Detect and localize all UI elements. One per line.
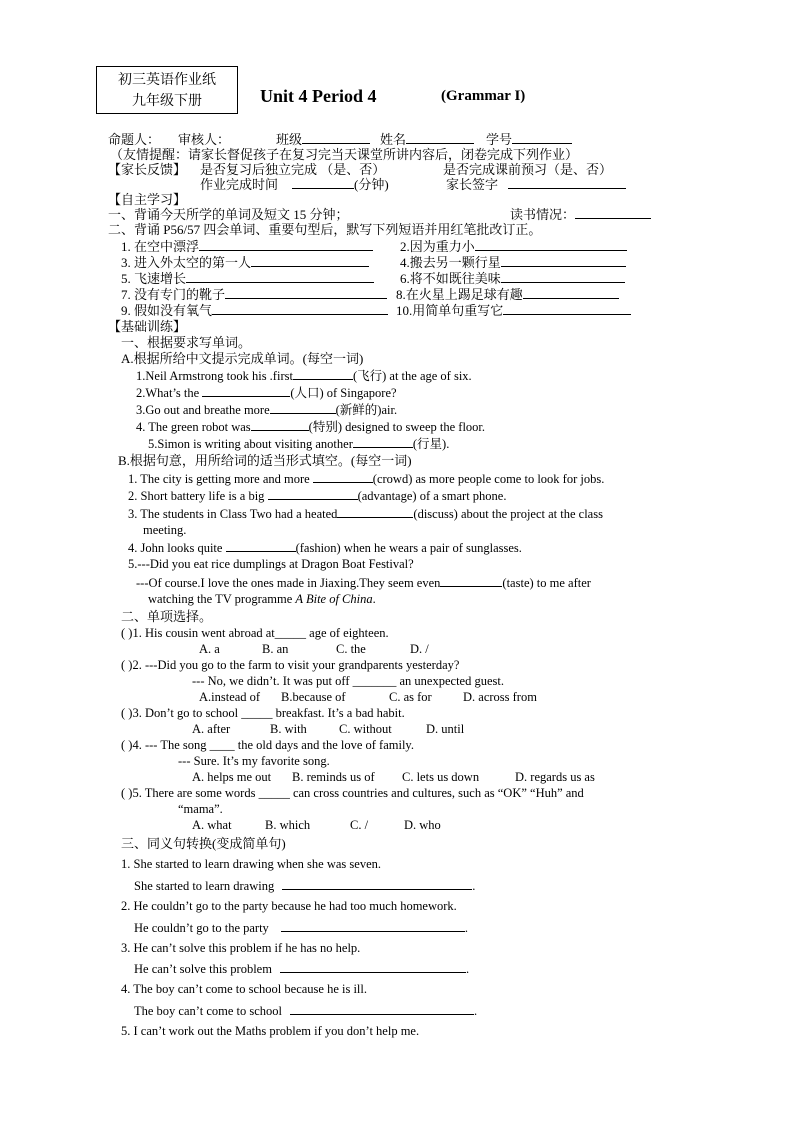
partB-heading: B.根据句意，用所给词的适当形式填空。(每空一词) bbox=[118, 453, 412, 468]
rewrite-answer-1[interactable]: She started to learn drawing . bbox=[134, 879, 476, 893]
phrase-7[interactable]: 7. 没有专门的靴子 bbox=[121, 286, 387, 303]
feedback-question-1: 是否复习后独立完成 （是、否） bbox=[200, 162, 386, 177]
mc-q5-option-c[interactable]: C. / bbox=[350, 818, 369, 832]
phrase-2[interactable]: 2.因为重力小 bbox=[400, 238, 627, 255]
mc-question-3: ( )3. Don’t go to school _____ breakfast. It’s a bad habit. bbox=[121, 706, 405, 720]
mc-q4-option-c[interactable]: C. lets us down bbox=[402, 770, 480, 784]
rewrite-answer-4[interactable]: The boy can’t come to school . bbox=[134, 1004, 478, 1018]
rewrite-answer-2[interactable]: He couldn’t go to the party . bbox=[134, 921, 468, 935]
mc-question-4-b: --- Sure. It’s my favorite song. bbox=[178, 754, 330, 768]
name-field[interactable]: 姓名 bbox=[380, 131, 474, 148]
b-item-3-cont: meeting. bbox=[143, 523, 187, 537]
time-field[interactable]: 作业完成时间 (分钟) bbox=[200, 177, 389, 192]
rewrite-question-4: 4. The boy can’t come to school because he is ill. bbox=[121, 982, 368, 996]
phrase-5[interactable]: 5. 飞速增长 bbox=[121, 270, 374, 287]
mc-q3-option-a[interactable]: A. after bbox=[192, 722, 231, 736]
mc-q2-option-b[interactable]: B.because of bbox=[281, 690, 346, 704]
b-item-5-cont: watching the TV programme A Bite of China. bbox=[148, 592, 376, 606]
reviewer-label: 审核人： bbox=[178, 132, 231, 147]
mc-q4-option-a[interactable]: A. helps me out bbox=[192, 770, 272, 784]
a-item-3[interactable]: 3.Go out and breathe more (新鲜的)air. bbox=[136, 403, 398, 417]
feedback-question-2: 是否完成课前预习（是、否） bbox=[443, 162, 613, 177]
mc-q4-option-b[interactable]: B. reminds us of bbox=[292, 770, 375, 784]
rewrite-answer-3[interactable]: He can’t solve this problem . bbox=[134, 962, 470, 976]
self-study-heading: 【自主学习】 bbox=[108, 192, 187, 207]
mc-question-2: ( )2. ---Did you go to the farm to visit your grandparents yesterday? bbox=[121, 658, 460, 672]
partA-heading: A.根据所给中文提示完成单词。(每空一词) bbox=[121, 351, 364, 366]
mc-question-5-b: “mama”. bbox=[178, 802, 223, 816]
b-item-2[interactable]: 2. Short battery life is a big (advantage) of a smart phone. bbox=[128, 489, 507, 503]
mc-question-1: ( )1. His cousin went abroad at_____ age of eighteen. bbox=[121, 626, 389, 640]
reading-status-field[interactable]: 读书情况： bbox=[510, 206, 651, 223]
self-study-item-1: 一、背诵今天所学的单词及短文 15 分钟； bbox=[108, 207, 349, 222]
phrase-3[interactable]: 3. 进入外太空的第一人 bbox=[121, 254, 369, 271]
phrase-10[interactable]: 10.用简单句重写它 bbox=[396, 302, 631, 319]
b-item-1[interactable]: 1. The city is getting more and more (crowd) as more people come to look for jobs. bbox=[128, 472, 605, 486]
rewrite-question-1: 1. She started to learn drawing when she was seven. bbox=[121, 857, 381, 871]
phrase-4[interactable]: 4.搬去另一颗行星 bbox=[400, 254, 626, 271]
rewrite-question-5: 5. I can’t work out the Maths problem if you don’t help me. bbox=[121, 1024, 420, 1038]
header-box bbox=[96, 66, 238, 114]
self-study-item-2: 二、背诵 P56/57 四会单词、重要句型后，默写下列短语并用红笔批改订正。 bbox=[108, 222, 542, 237]
page-subtitle: (Grammar I) bbox=[441, 88, 526, 104]
header-box-line2: 九年级下册 bbox=[132, 94, 202, 109]
rewrite-heading: 三、同义句转换(变成简单句) bbox=[121, 836, 286, 851]
phrase-1[interactable]: 1. 在空中漂浮 bbox=[121, 238, 373, 255]
mc-q2-option-a[interactable]: A.instead of bbox=[199, 690, 261, 704]
feedback-label: 【家长反馈】 bbox=[108, 162, 187, 177]
mc-q3-option-d[interactable]: D. until bbox=[426, 722, 465, 736]
student-id-field[interactable]: 学号 bbox=[486, 131, 572, 148]
mc-q1-option-c[interactable]: C. the bbox=[336, 642, 366, 656]
b-item-5-question: 5.---Did you eat rice dumplings at Dragon Boat Festival? bbox=[128, 557, 414, 571]
mc-heading: 二、单项选择。 bbox=[121, 609, 213, 624]
basic-heading: 【基础训练】 bbox=[108, 319, 187, 334]
mc-q5-option-a[interactable]: A. what bbox=[192, 818, 232, 832]
phrase-9[interactable]: 9. 假如没有氧气 bbox=[121, 302, 388, 319]
a-item-5[interactable]: 5.Simon is writing about visiting another (行星). bbox=[148, 437, 450, 451]
rewrite-question-3: 3. He can’t solve this problem if he has no help. bbox=[121, 941, 361, 955]
author-label: 命题人： bbox=[108, 132, 161, 147]
b-item-4[interactable]: 4. John looks quite (fashion) when he wears a pair of sunglasses. bbox=[128, 541, 522, 555]
b-item-3[interactable]: 3. The students in Class Two had a heated (discuss) about the project at the class bbox=[128, 507, 603, 521]
mc-q1-option-a[interactable]: A. a bbox=[199, 642, 220, 656]
a-item-4[interactable]: 4. The green robot was (特别) designed to sweep the floor. bbox=[136, 420, 486, 434]
mc-question-5: ( )5. There are some words _____ can cross countries and cultures, such as “OK” “Huh” and bbox=[121, 786, 584, 800]
class-field[interactable]: 班级 bbox=[276, 131, 370, 148]
part1-heading: 一、根据要求写单词。 bbox=[121, 335, 252, 350]
phrase-6[interactable]: 6.将不如既往美味 bbox=[400, 270, 625, 287]
b-item-5-answer[interactable]: ---Of course.I love the ones made in Jiaxing.They seem even (taste) to me after bbox=[136, 576, 591, 590]
mc-question-2-b: --- No, we didn’t. It was put off _______ an unexpected guest. bbox=[192, 674, 504, 688]
parent-tip: （友情提醒：请家长督促孩子在复习完当天课堂所讲内容后，闭卷完成下列作业） bbox=[110, 147, 579, 162]
mc-q4-option-d[interactable]: D. regards us as bbox=[515, 770, 595, 784]
mc-q5-option-d[interactable]: D. who bbox=[404, 818, 441, 832]
mc-q3-option-c[interactable]: C. without bbox=[339, 722, 392, 736]
a-item-2[interactable]: 2.What’s the (人口) of Singapore? bbox=[136, 386, 397, 400]
mc-question-4: ( )4. --- The song ____ the old days and the love of family. bbox=[121, 738, 414, 752]
mc-q1-option-d[interactable]: D. / bbox=[410, 642, 429, 656]
mc-q2-option-c[interactable]: C. as for bbox=[389, 690, 432, 704]
rewrite-question-2: 2. He couldn’t go to the party because he had too much homework. bbox=[121, 899, 457, 913]
parent-sign-field[interactable]: 家长签字 bbox=[446, 176, 626, 193]
mc-q3-option-b[interactable]: B. with bbox=[270, 722, 307, 736]
a-item-1[interactable]: 1.Neil Armstrong took his .first (飞行) at the age of six. bbox=[136, 369, 472, 383]
mc-q1-option-b[interactable]: B. an bbox=[262, 642, 289, 656]
page-title: Unit 4 Period 4 bbox=[260, 86, 377, 106]
phrase-8[interactable]: 8.在火星上踢足球有趣 bbox=[396, 286, 619, 303]
header-box-line1: 初三英语作业纸 bbox=[118, 73, 216, 88]
mc-q2-option-d[interactable]: D. across from bbox=[463, 690, 537, 704]
mc-q5-option-b[interactable]: B. which bbox=[265, 818, 311, 832]
